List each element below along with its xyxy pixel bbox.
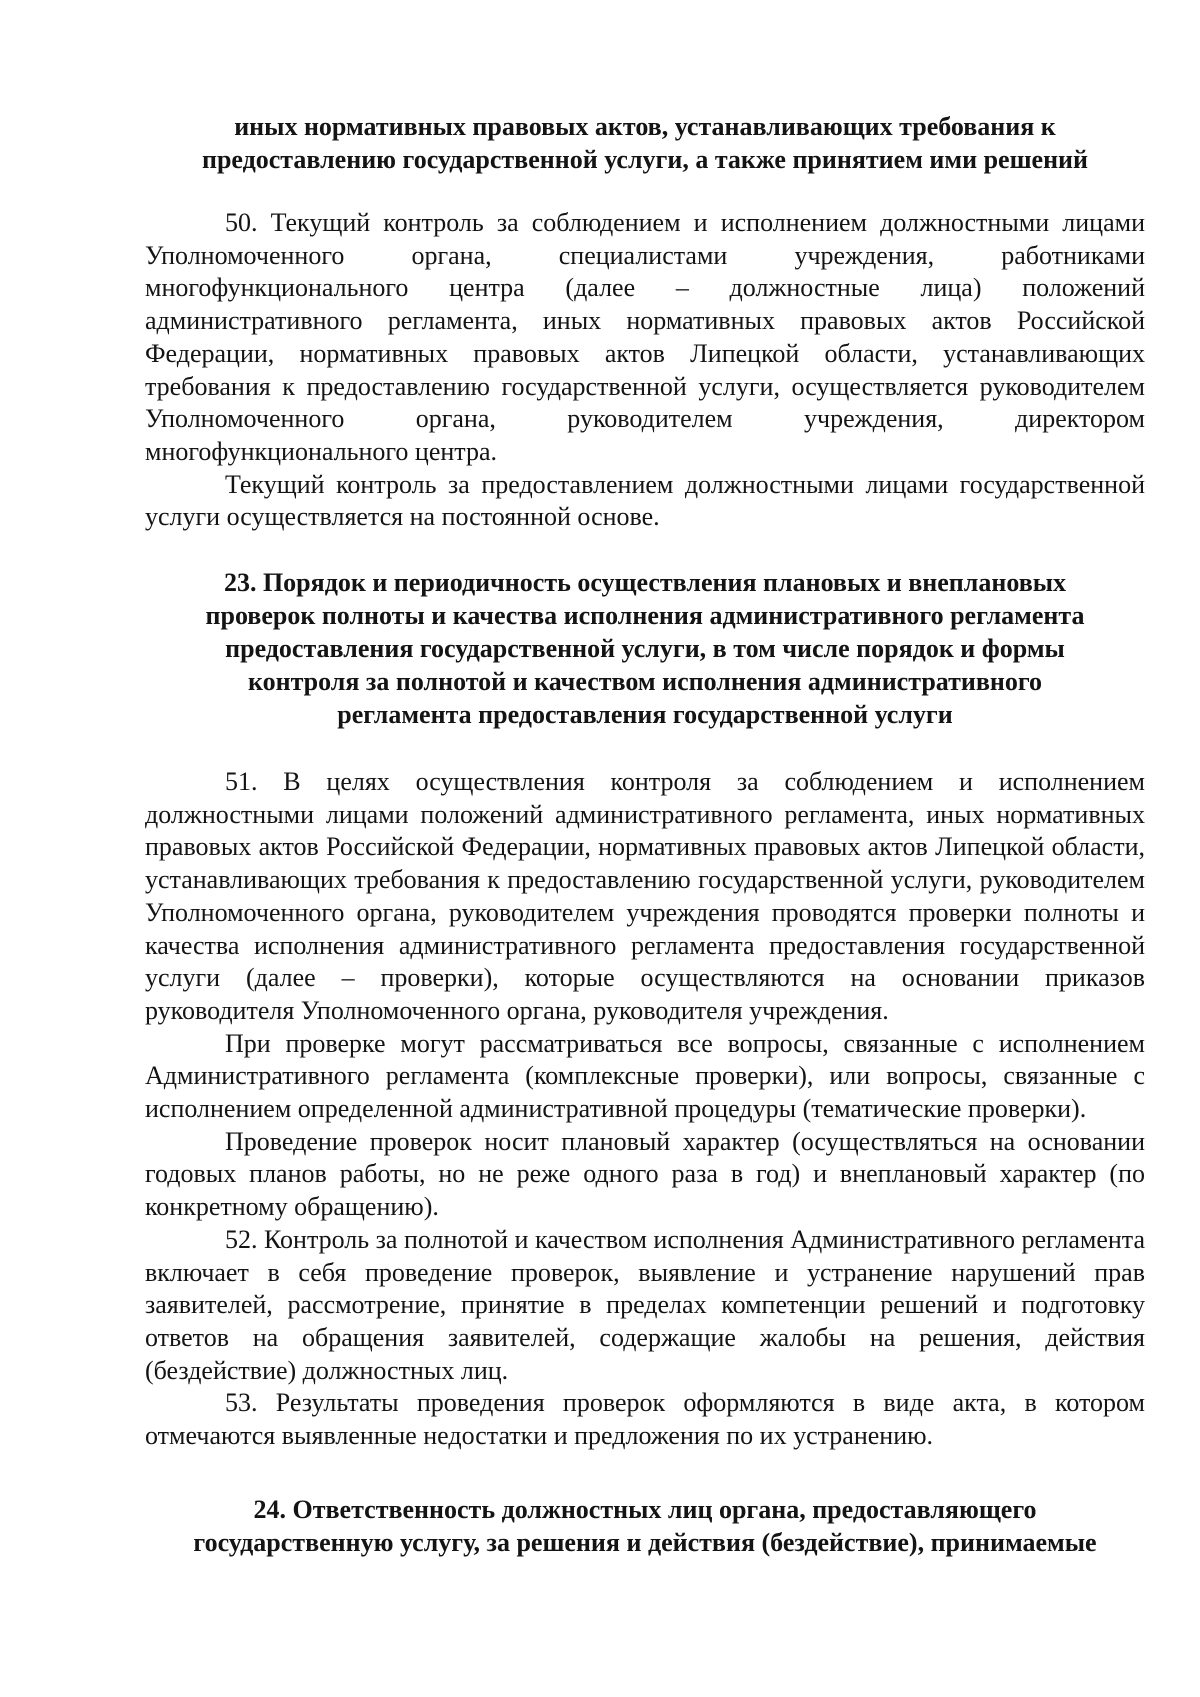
heading-line: иных нормативных правовых актов, устанавливающих требования к [234, 112, 1056, 141]
heading-line: предоставления государственной услуги, в том числе порядок и формы [225, 634, 1065, 664]
heading-line: контроля за полнотой и качеством исполнения административного [247, 667, 1043, 697]
section-heading-continued [145, 110, 1145, 176]
heading-line: государственную услугу, за решения и действия (бездействие), принимаемые [193, 1527, 1097, 1557]
heading-line: предоставлению государственной услуги, а также принятием ими решений [201, 145, 1089, 174]
paragraph-51-inspection-type: Проведение проверок носит плановый характер (осуществляться на основании годовых планов работы, но не реже одного раза в год) и внеплановый характер (по конкретному обращению). [145, 1126, 1145, 1222]
paragraph-50: 50. Текущий контроль за соблюдением и исполнением должностными лицами Уполномоченного органа, специалистами учреждения, работниками многофункционального центра (далее – должностные лица) положений административного регламента, иных нормативных правовых актов Российской Федерации, нормативных правовых актов Липецкой области, устанавливающих требования к предоставлению государственной услуги, осуществляется руководителем Уполномоченного органа, руководителем учреждения, директором многофункционального центра. [145, 208, 1145, 466]
paragraph-51-inspection-scope: При проверке могут рассматриваться все вопросы, связанные с исполнением Административного регламента (комплексные проверки), или вопросы, связанные с исполнением определенной административной процедуры (тематические проверки). [145, 1028, 1145, 1124]
heading-line: 23. Порядок и периодичность осуществления плановых и внеплановых [223, 568, 1067, 598]
section-heading-24 [145, 1493, 1145, 1559]
heading-line: 24. Ответственность должностных лиц органа, предоставляющего [253, 1494, 1037, 1524]
section-heading-23 [145, 566, 1145, 731]
heading-line: регламента предоставления государственной услуги [337, 700, 953, 730]
paragraph-52: 52. Контроль за полнотой и качеством исполнения Административного регламента включает в себя проведение проверок, выявление и устранение нарушений прав заявителей, рассмотрение, принятие в пределах компетенции решений и подготовку ответов на обращения заявителей, содержащие жалобы на решения, действия (бездействие) должностных лиц. [145, 1224, 1145, 1385]
paragraph-50-continued: Текущий контроль за предоставлением должностными лицами государственной услуги осуществляется на постоянной основе. [145, 469, 1145, 532]
heading-line: проверок полноты и качества исполнения административного регламента [205, 601, 1085, 631]
paragraph-53: 53. Результаты проведения проверок оформляются в виде акта, в котором отмечаются выявленные недостатки и предложения по их устранению. [145, 1388, 1145, 1451]
paragraph-51: 51. В целях осуществления контроля за соблюдением и исполнением должностными лицами положений административного регламента, иных нормативных правовых актов Российской Федерации, нормативных правовых актов Липецкой области, устанавливающих требования к предоставлению государственной услуги, руководителем Уполномоченного органа, руководителем учреждения проводятся проверки полноты и качества исполнения административного регламента предоставления государственной услуги (далее – проверки), которые осуществляются на основании приказов руководителя Уполномоченного органа, руководителя учреждения. [145, 767, 1145, 1025]
